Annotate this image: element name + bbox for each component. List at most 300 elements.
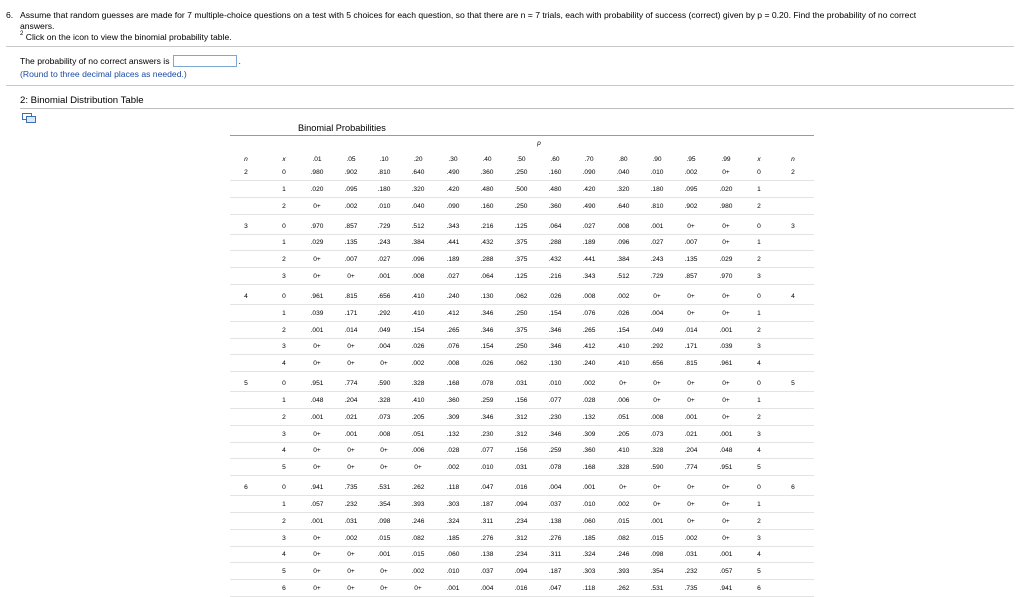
probability-cell: .240 [582,360,596,368]
probability-cell: .154 [616,326,630,334]
row-divider [230,371,814,372]
probability-cell: 0+ [687,397,695,404]
probability-cell: .049 [650,326,664,334]
probability-cell: .346 [548,326,562,334]
probability-cell: .006 [616,397,630,404]
probability-cell: .001 [377,273,391,280]
row-divider [230,475,814,476]
probability-cell: .060 [446,551,460,559]
p-column-header: .99 [721,156,731,163]
probability-cell: .360 [446,397,460,404]
probability-cell: .002 [344,534,358,542]
probability-cell: .008 [650,413,664,421]
probability-cell: .412 [582,343,596,351]
probability-cell: .073 [650,430,664,438]
probability-cell: .064 [480,273,494,280]
probability-cell: .412 [446,309,460,317]
n-value: 2 [244,169,248,176]
probability-cell: .001 [377,551,391,559]
probability-cell: .135 [344,239,358,247]
n-value-right: 5 [791,380,795,388]
row-divider [230,234,814,235]
probability-cell: .375 [514,326,528,334]
probability-cell: 0+ [414,464,422,472]
probability-cell: .027 [650,239,664,247]
x-value: 4 [282,360,286,368]
probability-cell: .360 [480,169,494,176]
probability-cell: .328 [650,447,664,455]
row-divider [230,338,814,339]
probability-cell: .039 [719,343,733,351]
probability-cell: .002 [344,202,358,210]
x-value: 1 [282,185,286,193]
probability-cell: .077 [480,447,494,455]
x-value: 2 [282,326,286,334]
probability-cell: 0+ [347,568,355,576]
x-value: 1 [282,501,286,508]
x-value: 3 [282,430,286,438]
probability-cell: .002 [582,380,596,388]
x-value-right: 3 [757,343,761,351]
probability-cell: 0+ [380,447,388,455]
x-column-header: x [282,156,286,163]
probability-cell: .961 [719,360,733,368]
hint-text: Click on the icon to view the binomial probability table. [25,32,232,42]
x-value: 0 [282,484,286,492]
probability-cell: .001 [650,222,664,230]
probability-cell: .410 [411,397,425,404]
probability-cell: .410 [411,309,425,317]
probability-cell: .154 [548,309,562,317]
x-value-right: 3 [757,534,761,542]
probability-cell: .001 [446,585,460,592]
x-value-right: 1 [757,501,761,508]
probability-cell: .090 [582,169,596,176]
question-line-1: Assume that random guesses are made for 7 multiple-choice questions on a test with 5 choices for each question, so that there are n = 7 trials, each with probability of success (correct) given by p = 0.20. Find the probability of no correct [20,10,917,20]
probability-cell: 0+ [722,397,730,404]
row-divider [230,214,814,215]
probability-cell: .343 [446,222,460,230]
probability-cell: .189 [582,239,596,247]
probability-cell: .328 [411,380,425,388]
x-value: 0 [282,380,286,388]
probability-cell: 0+ [653,293,661,300]
probability-cell: .480 [480,185,494,193]
probability-cell: .810 [650,202,664,210]
x-value: 5 [282,568,286,576]
probability-cell: .531 [650,585,664,592]
probability-cell: .049 [377,326,391,334]
probability-cell: .094 [514,568,528,576]
probability-cell: .001 [582,484,596,492]
probability-cell: .031 [514,464,528,472]
probability-cell: .230 [548,413,562,421]
probability-cell: .246 [411,517,425,525]
probability-cell: .010 [650,169,664,176]
probability-cell: .007 [684,239,698,247]
n-value: 5 [244,380,248,388]
probability-cell: .008 [377,430,391,438]
row-divider [230,529,814,530]
x-value-right: 5 [757,568,761,576]
probability-cell: .160 [480,202,494,210]
probability-cell: .015 [616,517,630,525]
probability-cell: 0+ [619,484,627,492]
probability-cell: .010 [480,464,494,472]
probability-cell: .246 [616,551,630,559]
probability-cell: 0+ [347,551,355,559]
probability-cell: .902 [344,169,358,176]
probability-cell: 0+ [722,484,730,492]
probability-cell: .118 [446,484,460,492]
x-value-right: 1 [757,239,761,247]
probability-cell: .250 [514,343,528,351]
probability-cell: .312 [514,413,528,421]
probability-cell: .234 [514,517,528,525]
answer-input[interactable] [173,55,237,67]
probability-cell: .002 [684,534,698,542]
probability-cell: .640 [616,202,630,210]
probability-cell: .095 [684,185,698,193]
probability-cell: .232 [344,501,358,508]
probability-cell: .004 [548,484,562,492]
row-divider [230,512,814,513]
probability-cell: .008 [582,293,596,300]
probability-cell: .001 [310,326,324,334]
probability-cell: 0+ [722,239,730,247]
probability-cell: 0+ [653,501,661,508]
probability-cell: .095 [344,185,358,193]
row-divider [230,180,814,181]
probability-cell: .292 [650,343,664,351]
probability-cell: .346 [480,326,494,334]
probability-cell: 0+ [380,585,388,592]
row-divider [230,354,814,355]
probability-cell: 0+ [619,380,627,388]
x-value-right: 1 [757,397,761,404]
probability-cell: .309 [446,413,460,421]
hint-footnote-marker: 2 [20,31,24,38]
probability-cell: .037 [548,501,562,508]
probability-cell: .354 [377,501,391,508]
n-value-right: 6 [791,484,795,492]
probability-cell: .729 [377,222,391,230]
x-value: 2 [282,202,286,210]
x-value: 0 [282,222,286,230]
probability-cell: .343 [582,273,596,280]
x-value: 3 [282,273,286,280]
probability-cell: .656 [650,360,664,368]
probability-cell: .047 [548,585,562,592]
probability-cell: .432 [548,256,562,264]
p-header-label: p [537,140,541,147]
probability-cell: .051 [616,413,630,421]
probability-cell: .132 [582,413,596,421]
probability-cell: .010 [548,380,562,388]
divider [6,85,1014,86]
x-value: 1 [282,309,286,317]
probability-cell: .346 [480,309,494,317]
probability-cell: .250 [514,202,528,210]
n-value-right: 2 [791,169,795,176]
probability-cell: .288 [548,239,562,247]
x-value-right: 2 [757,413,761,421]
probability-cell: 0+ [313,551,321,559]
n-column-header: n [244,156,248,163]
x-value: 3 [282,343,286,351]
x-column-header-right: x [757,156,761,163]
probability-cell: .590 [650,464,664,472]
x-value-right: 0 [757,169,761,176]
probability-cell: .082 [411,534,425,542]
probability-cell: .001 [719,326,733,334]
n-value-right: 3 [791,222,795,230]
x-value: 2 [282,517,286,525]
probability-cell: .026 [480,360,494,368]
probability-cell: 0+ [380,464,388,472]
n-value: 4 [244,293,248,300]
x-value-right: 2 [757,517,761,525]
probability-cell: .156 [514,397,528,404]
probability-cell: 0+ [653,380,661,388]
probability-cell: 0+ [347,585,355,592]
probability-cell: .029 [719,256,733,264]
probability-cell: .168 [582,464,596,472]
probability-cell: .010 [446,568,460,576]
probability-cell: .735 [684,585,698,592]
x-value-right: 2 [757,326,761,334]
probability-cell: 0+ [380,360,388,368]
probability-cell: .205 [411,413,425,421]
row-divider [230,284,814,285]
answer-line [20,55,241,67]
probability-cell: .735 [344,484,358,492]
x-value-right: 5 [757,464,761,472]
table-hint [20,32,232,42]
p-column-header: .30 [448,156,458,163]
probability-cell: .008 [616,222,630,230]
row-divider [230,579,814,580]
probability-cell: 0+ [313,202,321,210]
probability-cell: .234 [514,551,528,559]
probability-cell: .002 [684,169,698,176]
probability-cell: 0+ [653,484,661,492]
probability-cell: .185 [446,534,460,542]
probability-cell: .031 [514,380,528,388]
probability-cell: .490 [446,169,460,176]
probability-cell: .007 [344,256,358,264]
probability-cell: .135 [684,256,698,264]
probability-cell: .096 [616,239,630,247]
probability-cell: .016 [514,484,528,492]
probability-cell: .420 [582,185,596,193]
probability-cell: .002 [446,464,460,472]
probability-cell: .002 [616,293,630,300]
probability-cell: .232 [684,568,698,576]
probability-cell: 0+ [687,484,695,492]
probability-cell: 0+ [347,343,355,351]
x-value-right: 3 [757,430,761,438]
question-text [6,10,1016,31]
probability-cell: .941 [719,585,733,592]
probability-cell: 0+ [722,534,730,542]
probability-cell: .154 [411,326,425,334]
probability-cell: 0+ [313,585,321,592]
probability-cell: .037 [480,568,494,576]
probability-cell: .243 [650,256,664,264]
probability-cell: .008 [446,360,460,368]
probability-cell: .346 [548,430,562,438]
row-divider [230,458,814,459]
probability-cell: .961 [310,293,324,300]
probability-cell: .016 [514,585,528,592]
probability-cell: 0+ [722,309,730,317]
probability-cell: .324 [582,551,596,559]
probability-cell: 0+ [722,413,730,421]
probability-cell: .262 [616,585,630,592]
probability-cell: .902 [684,202,698,210]
probability-cell: .090 [446,202,460,210]
row-divider [230,425,814,426]
row-divider [230,495,814,496]
divider [6,46,1014,47]
probability-cell: .328 [616,464,630,472]
p-column-header: .05 [346,156,356,163]
expand-icon[interactable] [22,113,36,123]
probability-cell: .004 [650,309,664,317]
probability-cell: .309 [582,430,596,438]
probability-cell: .027 [582,222,596,230]
probability-cell: 0+ [722,293,730,300]
probability-cell: .393 [616,568,630,576]
probability-cell: .311 [548,551,562,559]
probability-cell: .039 [310,309,324,317]
x-value: 5 [282,464,286,472]
probability-cell: .320 [616,185,630,193]
probability-cell: .040 [411,202,425,210]
probability-cell: .031 [684,551,698,559]
probability-cell: .062 [514,360,528,368]
p-column-header: .80 [618,156,628,163]
probability-cell: .774 [344,380,358,388]
probability-cell: .276 [480,534,494,542]
probability-cell: .125 [514,273,528,280]
probability-cell: .500 [514,185,528,193]
x-value-right: 6 [757,585,761,592]
table-title: Binomial Probabilities [298,123,386,133]
probability-cell: .328 [377,397,391,404]
probability-cell: .185 [582,534,596,542]
probability-cell: .026 [616,309,630,317]
x-value-right: 4 [757,551,761,559]
probability-cell: .276 [548,534,562,542]
probability-cell: .531 [377,484,391,492]
probability-cell: .259 [548,447,562,455]
table-top-rule [230,135,814,136]
probability-cell: .590 [377,380,391,388]
probability-cell: .062 [514,293,528,300]
probability-cell: .346 [480,413,494,421]
probability-cell: 0+ [313,360,321,368]
probability-cell: .078 [548,464,562,472]
question-line-2: answers. [20,20,55,31]
row-divider [230,321,814,322]
x-value: 2 [282,413,286,421]
probability-cell: .004 [480,585,494,592]
probability-cell: .078 [480,380,494,388]
probability-cell: .008 [411,273,425,280]
probability-cell: 0+ [414,585,422,592]
probability-cell: .375 [514,239,528,247]
probability-cell: .073 [377,413,391,421]
probability-cell: .021 [684,430,698,438]
probability-cell: .006 [411,447,425,455]
probability-cell: .076 [582,309,596,317]
probability-cell: .216 [548,273,562,280]
x-value: 3 [282,534,286,542]
probability-cell: .420 [446,185,460,193]
probability-cell: .480 [548,185,562,193]
probability-cell: .205 [616,430,630,438]
section-divider [20,108,1014,109]
probability-cell: .001 [650,517,664,525]
probability-cell: .354 [650,568,664,576]
probability-cell: .250 [514,309,528,317]
probability-cell: .857 [684,273,698,280]
probability-cell: 0+ [722,380,730,388]
probability-cell: .001 [344,430,358,438]
answer-label: The probability of no correct answers is [20,56,170,66]
probability-cell: 0+ [313,464,321,472]
probability-cell: 0+ [313,343,321,351]
x-value: 1 [282,397,286,404]
p-column-header: .40 [482,156,492,163]
n-value: 3 [244,222,248,230]
probability-cell: 0+ [653,397,661,404]
probability-cell: .094 [514,501,528,508]
probability-cell: .014 [344,326,358,334]
probability-cell: .001 [719,430,733,438]
probability-cell: .384 [616,256,630,264]
probability-cell: .001 [310,413,324,421]
probability-cell: 0+ [687,293,695,300]
probability-cell: .393 [411,501,425,508]
x-value-right: 0 [757,380,761,388]
probability-cell: .410 [616,360,630,368]
probability-cell: .048 [310,397,324,404]
probability-cell: .168 [446,380,460,388]
probability-cell: 0+ [313,430,321,438]
probability-cell: .187 [480,501,494,508]
probability-cell: .656 [377,293,391,300]
x-value-right: 0 [757,484,761,492]
n-column-header-right: n [791,156,795,163]
x-value-right: 1 [757,185,761,193]
probability-cell: .980 [719,202,733,210]
probability-cell: .187 [548,568,562,576]
probability-cell: .951 [719,464,733,472]
probability-cell: .057 [310,501,324,508]
row-divider [230,391,814,392]
probability-cell: .303 [582,568,596,576]
probability-cell: 0+ [313,447,321,455]
probability-cell: 0+ [687,501,695,508]
x-value: 0 [282,169,286,176]
probability-cell: .774 [684,464,698,472]
probability-cell: .815 [684,360,698,368]
probability-cell: .180 [377,185,391,193]
probability-cell: .312 [514,430,528,438]
